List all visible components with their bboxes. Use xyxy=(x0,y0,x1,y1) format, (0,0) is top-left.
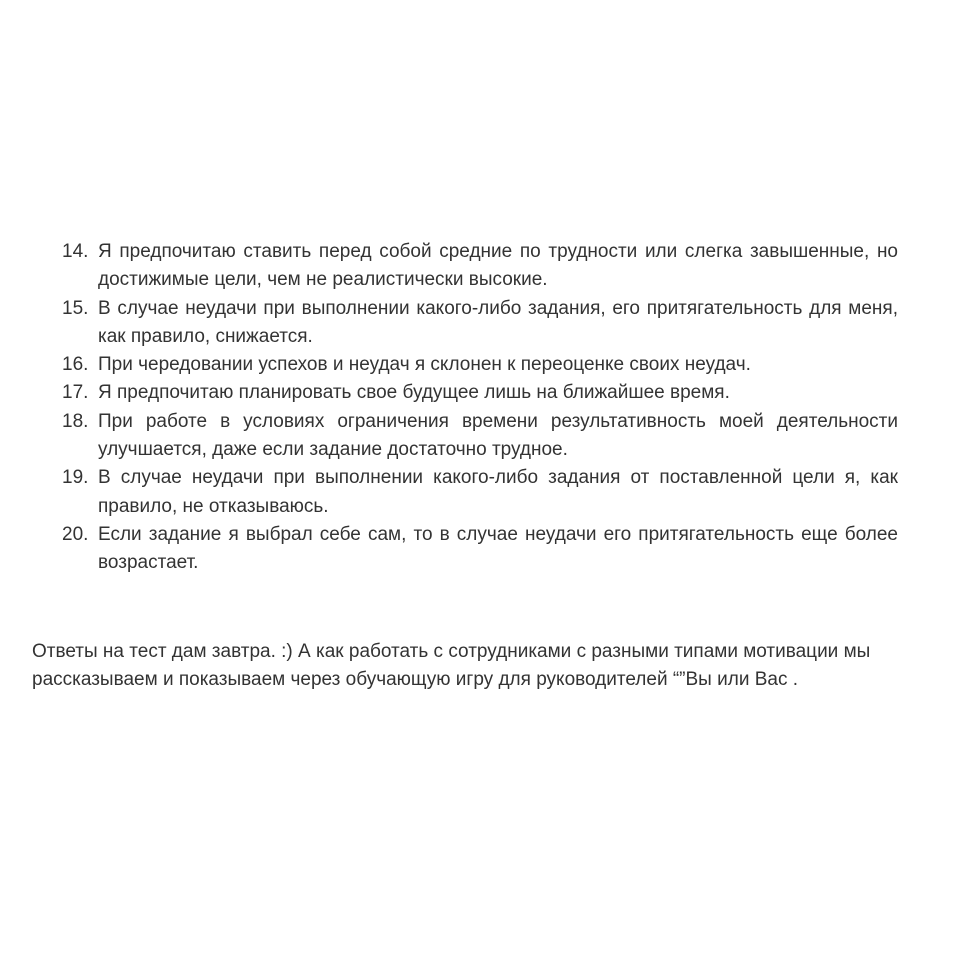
item-text: Я предпочитаю планировать свое будущее лишь на ближайшее время. xyxy=(98,382,730,404)
item-text: Я предпочитаю ставить перед собой средние по трудности или слегка завышенные, но достижимые цели, чем не реалистически высокие. xyxy=(98,241,898,291)
list-item xyxy=(62,351,898,379)
item-number: 14. xyxy=(62,241,89,262)
item-text: В случае неудачи при выполнении какого-либо задания от поставленной цели я, как правило, не отказываюсь. xyxy=(98,467,898,517)
item-number: 16. xyxy=(62,354,89,376)
item-text: В случае неудачи при выполнении какого-либо задания, его притягательность для меня, как правило, снижается. xyxy=(98,297,898,347)
closing-paragraph: Ответы на тест дам завтра. :) А как работать с сотрудниками с разными типами мотивации мы рассказываем и показываем через обучающую игру для руководителей “”Вы или Вас . xyxy=(32,641,871,691)
list-item xyxy=(62,379,898,407)
list-item xyxy=(62,295,898,352)
item-number: 17. xyxy=(62,382,89,404)
list-item xyxy=(62,521,898,578)
item-number: 19. xyxy=(62,467,89,489)
item-text: При чередовании успехов и неудач я склонен к переоценке своих неудач. xyxy=(98,354,751,376)
item-number: 18. xyxy=(62,410,89,432)
question-list xyxy=(62,238,898,578)
item-text: При работе в условиях ограничения времени результативность моей деятельности улучшается, даже если задание достаточно трудное. xyxy=(98,410,898,461)
item-text: Если задание я выбрал себе сам, то в случае неудачи его притягательность еще более возрастает. xyxy=(98,523,898,574)
item-number: 15. xyxy=(62,297,89,319)
list-item xyxy=(62,238,898,295)
list-item xyxy=(62,408,898,465)
list-item xyxy=(62,464,898,521)
item-number: 20. xyxy=(62,523,89,545)
